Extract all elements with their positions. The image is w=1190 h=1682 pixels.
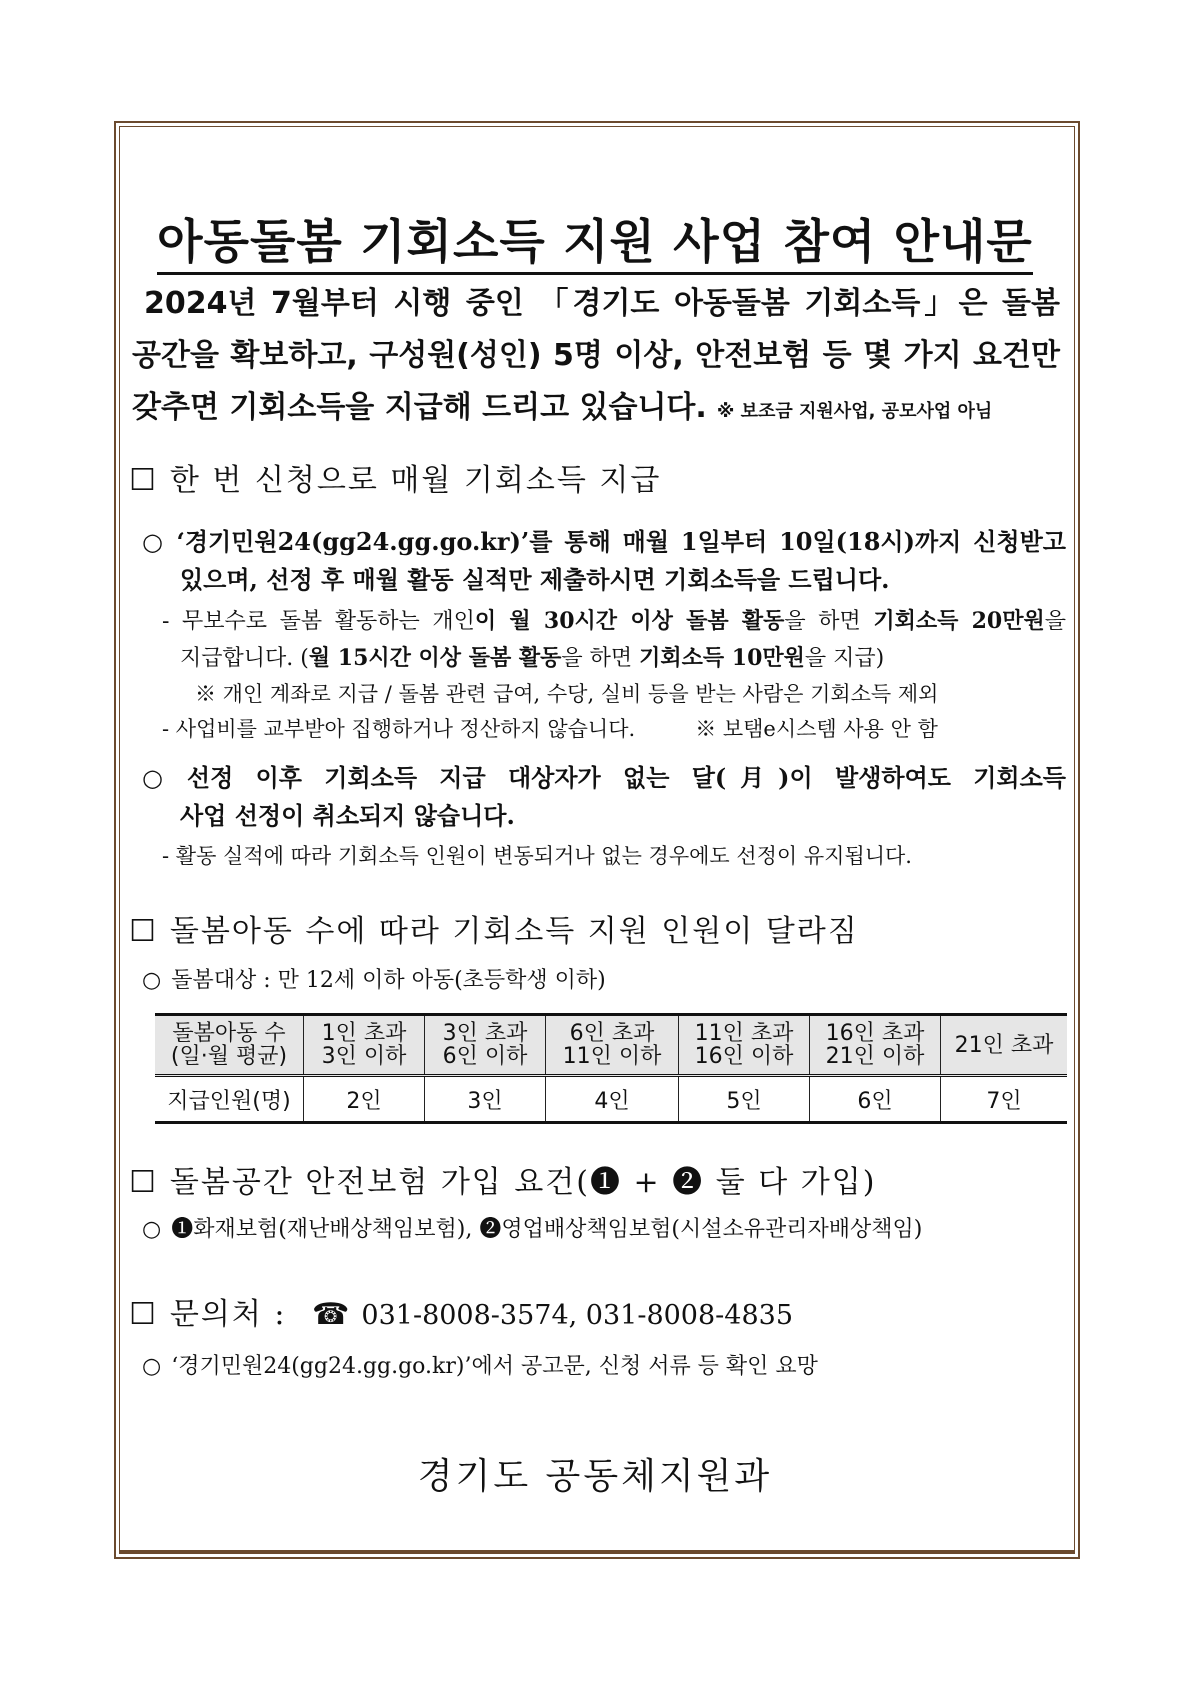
section-1-heading-text: 한 번 신청으로 매월 기회소득 지급: [169, 463, 662, 498]
section-2-heading-text: 돌봄아동 수에 따라 기회소득 지원 인원이 달라짐: [169, 914, 859, 949]
section-3-item-1: [142, 1212, 1066, 1243]
table-header-cell: [425, 1015, 546, 1076]
section-1-sub-1-line-1: [162, 604, 1066, 635]
header-line: 1인 초과: [321, 1021, 407, 1046]
title-text: 아동돌봄 기회소득 지원 사업 참여 안내문: [157, 215, 1033, 275]
header-line: 3인 초과: [442, 1021, 528, 1046]
section-3-heading: [129, 1157, 876, 1201]
dash-bullet: -: [162, 717, 170, 741]
sub-text: 무보수로 돌봄 활동하는 개인: [182, 609, 475, 634]
intro-line-3-text: 갖추면 기회소득을 지급해 드리고 있습니다.: [132, 390, 707, 425]
intro-line-3: [132, 382, 1060, 438]
table-header-cell: [679, 1015, 810, 1076]
checkbox-icon: ☐: [129, 914, 156, 949]
sub-note: ※ 보탬e시스템 사용 안 함: [695, 717, 938, 741]
contact-phones: 031-8008-3574, 031-8008-4835: [361, 1300, 793, 1331]
sub-text: 을: [1044, 609, 1067, 634]
header-line: 11인 초과: [694, 1021, 794, 1046]
header-line: 돌봄아동 수: [172, 1021, 286, 1046]
sub-text: 을 하면: [784, 609, 874, 634]
sub-text: 지급합니다. (: [180, 646, 309, 671]
header-line: 11인 이하: [562, 1044, 662, 1069]
circle-bullet-icon: ○: [142, 528, 167, 556]
document-title: [0, 205, 1190, 272]
table-cell: 3인: [425, 1076, 546, 1123]
section-2-item-1: [142, 963, 1066, 994]
section-1-sub-2: [162, 713, 1066, 743]
dash-bullet: -: [162, 844, 170, 868]
section-1-item-2-line-2: 사업 선정이 취소되지 않습니다.: [180, 801, 515, 830]
table-cell: 7인: [941, 1076, 1068, 1123]
circle-bullet-icon: ○: [142, 1217, 162, 1242]
table-row: [155, 1076, 1067, 1123]
header-line: 3인 이하: [321, 1044, 407, 1069]
checkbox-icon: ☐: [129, 463, 156, 498]
payment-table: [155, 1013, 1067, 1124]
item-text: ❶화재보험(재난배상책임보험), ❷영업배상책임보험(시설소유관리자배상책임): [171, 1217, 923, 1242]
table-header-cell: [941, 1015, 1068, 1076]
section-2-heading: [129, 906, 859, 950]
table-cell: 5인: [679, 1076, 810, 1123]
table-header-cell: [304, 1015, 425, 1076]
header-line: 21인 이하: [825, 1044, 925, 1069]
section-1-sub-1-line-2: [180, 641, 1066, 672]
intro-note: ※ 보조금 지원사업, 공모사업 아님: [716, 401, 993, 422]
sub-text: 사업비를 교부받아 집행하거나 정산하지 않습니다.: [175, 717, 636, 741]
sub-bold-text: 기회소득 10만원: [639, 645, 805, 671]
section-4-item-1: [142, 1349, 1066, 1380]
dash-bullet: -: [162, 609, 170, 634]
checkbox-icon: ☐: [129, 1297, 156, 1332]
phone-icon: ☎: [312, 1297, 352, 1332]
circle-bullet-icon: ○: [142, 1354, 162, 1379]
sub-text: 활동 실적에 따라 기회소득 인원이 변동되거나 없는 경우에도 선정이 유지됩니다.: [175, 844, 912, 868]
section-1-item-2-line-1: [142, 758, 1066, 793]
issuer-footer: 경기도 공동체지원과: [417, 1456, 773, 1497]
section-4-heading: [129, 1289, 793, 1333]
table-cell: 6인: [810, 1076, 941, 1123]
section-1-sub-3: [162, 840, 1066, 870]
section-1-sub-1-note: ※ 개인 계좌로 지급 / 돌봄 관련 급여, 수당, 실비 등을 받는 사람은 기회소득 제외: [195, 682, 939, 706]
item-text: ‘경기민원24(gg24.gg.go.kr)’에서 공고문, 신청 서류 등 확인 요망: [171, 1354, 818, 1379]
intro-line-1: 2024년 7월부터 시행 중인 「경기도 아동돌봄 기회소득」은 돌봄: [144, 286, 1060, 321]
sub-text: 을 지급): [804, 646, 885, 671]
sub-text: 을 하면: [561, 646, 640, 671]
header-line: 21인 초과: [954, 1032, 1054, 1058]
item-text: 돌봄대상 : 만 12세 이하 아동(초등학생 이하): [171, 968, 606, 993]
sub-bold-text: 이 월 30시간 이상 돌봄 활동: [474, 608, 785, 634]
section-1-heading: [129, 455, 661, 499]
sub-bold-text: 기회소득 20만원: [873, 608, 1045, 634]
table-header-cell: [810, 1015, 941, 1076]
header-line: (일·월 평균): [170, 1044, 288, 1069]
checkbox-icon: ☐: [129, 1165, 156, 1200]
table-cell: 지급인원(명): [155, 1076, 304, 1123]
table-header-cell: [546, 1015, 679, 1076]
table-header-row: [155, 1015, 1067, 1076]
header-line: 6인 초과: [569, 1021, 655, 1046]
section-3-heading-text: 돌봄공간 안전보험 가입 요건(❶ + ❷ 둘 다 가입): [169, 1165, 877, 1200]
intro-line-2: 공간을 확보하고, 구성원(성인) 5명 이상, 안전보험 등 몇 가지 요건만: [132, 338, 1060, 373]
section-1-item-1-line-1: [142, 522, 1066, 557]
contact-label: 문의처 :: [169, 1297, 287, 1332]
table-cell: 2인: [304, 1076, 425, 1123]
circle-bullet-icon: ○: [142, 764, 177, 792]
sub-bold-text: 월 15시간 이상 돌봄 활동: [308, 645, 562, 671]
section-1-item-1-line-2: 있으며, 선정 후 매월 활동 실적만 제출하시면 기회소득을 드립니다.: [180, 565, 890, 594]
item-text: 선정 이후 기회소득 지급 대상자가 없는 달(月)이 발생하여도 기회소득: [186, 763, 1066, 792]
header-line: 16인 이하: [694, 1044, 794, 1069]
circle-bullet-icon: ○: [142, 968, 162, 993]
header-line: 6인 이하: [442, 1044, 528, 1069]
table-cell: 4인: [546, 1076, 679, 1123]
table-header-cell: [155, 1015, 304, 1076]
header-line: 16인 초과: [825, 1021, 925, 1046]
page-border-bottom: [119, 1550, 1075, 1553]
item-text: ‘경기민원24(gg24.gg.go.kr)’를 통해 매월 1일부터 10일(18시)까지 신청받고: [176, 527, 1066, 556]
